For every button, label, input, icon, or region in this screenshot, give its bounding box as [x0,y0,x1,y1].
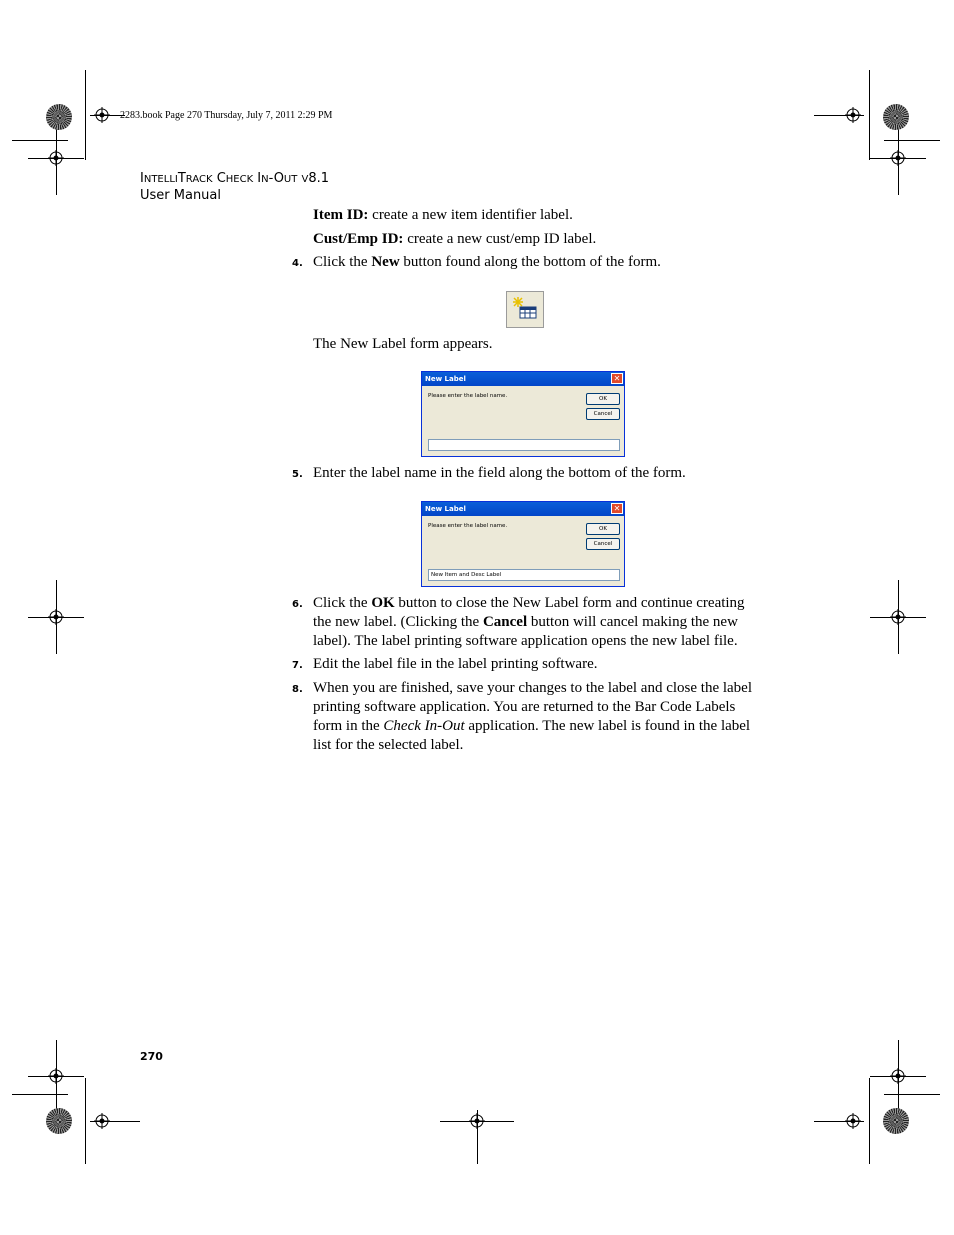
running-header-product: INTELLITRACK CHECK IN-OUT V8.1 [140,171,330,186]
new-label-icon [507,292,543,327]
label-name-input[interactable]: New Item and Desc Label [428,569,620,581]
close-icon[interactable]: ✕ [611,503,623,514]
crosshair-icon [94,107,110,123]
new-label-dialog-empty [421,371,625,457]
crosshair-icon [845,107,861,123]
new-label-dialog-filled [421,501,625,587]
dialog-title: New Label ✕ [422,502,624,516]
crosshair-icon [469,1113,485,1129]
starburst-icon [46,104,72,130]
step-number: 5. [292,469,303,480]
running-header-subtitle: User Manual [140,188,222,203]
step-5-text: Enter the label name in the field along the bottom of the form. [313,465,686,481]
crosshair-icon [890,1068,906,1084]
step-4-text: Click the New button found along the bottom of the form. [313,254,661,270]
ok-button[interactable]: OK [586,393,620,405]
crosshair-icon [845,1113,861,1129]
step-number: 4. [292,258,303,269]
slug-line: 2283.book Page 270 Thursday, July 7, 2011 2:29 PM [120,110,333,121]
cust-emp-line: Cust/Emp ID: create a new cust/emp ID label. [313,231,597,247]
starburst-icon [883,1108,909,1134]
cancel-button[interactable]: Cancel [586,408,620,420]
dialog-title: New Label ✕ [422,372,624,386]
item-id-line: Item ID: create a new item identifier label. [313,207,573,223]
step-number: 8. [292,684,303,695]
starburst-icon [46,1108,72,1134]
dialog-prompt: Please enter the label name. [428,393,508,399]
crosshair-icon [48,150,64,166]
close-icon[interactable]: ✕ [611,373,623,384]
crosshair-icon [48,1068,64,1084]
crosshair-icon [94,1113,110,1129]
dialog-prompt: Please enter the label name. [428,523,508,529]
step-number: 7. [292,660,303,671]
new-label-button[interactable] [506,291,544,328]
crosshair-icon [890,609,906,625]
page-number: 270 [140,1050,163,1063]
crosshair-icon [48,609,64,625]
step-6-text: Click the OK button to close the New Label form and continue creating the new label. (Clicking the Cancel button will cancel making the new label). The label printing software application opens the new label file. [313,595,745,649]
ok-button[interactable]: OK [586,523,620,535]
step-number: 6. [292,599,303,610]
cancel-button[interactable]: Cancel [586,538,620,550]
starburst-icon [883,104,909,130]
crosshair-icon [890,150,906,166]
form-appears-text: The New Label form appears. [313,336,493,352]
step-7-text: Edit the label file in the label printing software. [313,656,598,672]
step-8-text: When you are finished, save your changes to the label and close the label printing software application. You are returned to the Bar Code Labels form in the Check In-Out application. The new label is found in the label list for the selected label. [313,680,753,753]
label-name-input[interactable] [428,439,620,451]
